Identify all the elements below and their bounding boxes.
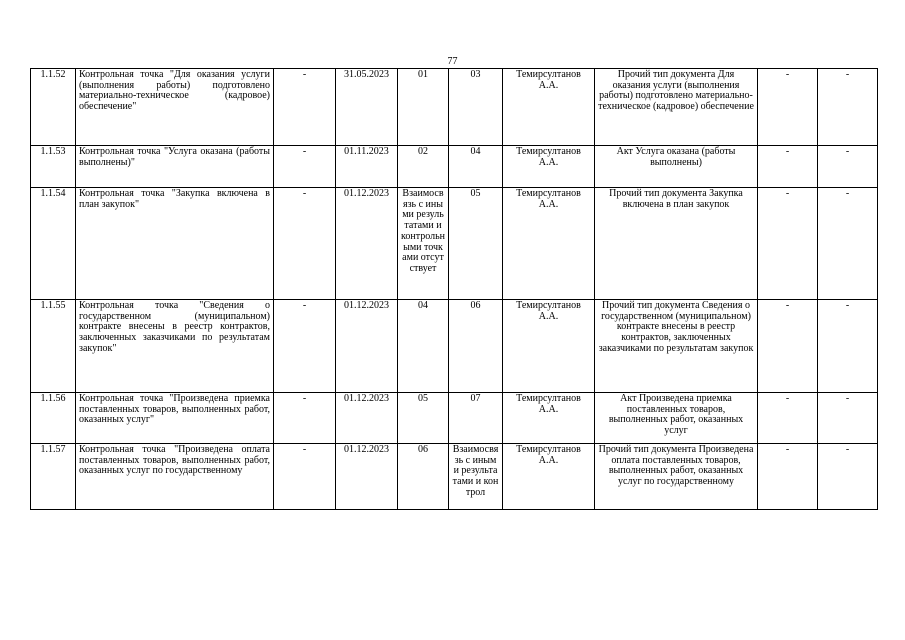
empty-value-cell: - (274, 393, 336, 444)
predecessor-code: 06 (398, 444, 449, 510)
successor-code: 04 (449, 146, 503, 188)
successor-code: 07 (449, 393, 503, 444)
document-type: Прочий тип документа Закупка включена в план закупок (595, 188, 758, 300)
responsible-person: Темирсултанов А.А. (503, 300, 595, 393)
responsible-person: Темирсултанов А.А. (503, 69, 595, 146)
row-number: 1.1.57 (31, 444, 76, 510)
successor-code: 03 (449, 69, 503, 146)
row-number: 1.1.54 (31, 188, 76, 300)
empty-value-cell: - (818, 146, 878, 188)
deadline-date: 01.12.2023 (336, 393, 398, 444)
control-point-name: Контрольная точка "Закупка включена в план закупок" (76, 188, 274, 300)
predecessor-code: 01 (398, 69, 449, 146)
empty-value-cell: - (758, 444, 818, 510)
responsible-person: Темирсултанов А.А. (503, 146, 595, 188)
row-number: 1.1.56 (31, 393, 76, 444)
table-row (31, 69, 878, 146)
row-number: 1.1.53 (31, 146, 76, 188)
document-type: Акт Произведена приемка поставленных товаров, выполненных работ, оказанных услуг (595, 393, 758, 444)
document-type: Прочий тип документа Для оказания услуги (выполнения работы) подготовлено материально-техническое (кадровое) обеспечение (595, 69, 758, 146)
empty-value-cell: - (758, 300, 818, 393)
empty-value-cell: - (274, 300, 336, 393)
predecessor-code: 04 (398, 300, 449, 393)
page-number: 77 (447, 56, 458, 67)
responsible-person: Темирсултанов А.А. (503, 393, 595, 444)
table-row (31, 444, 878, 510)
document-type: Акт Услуга оказана (работы выполнены) (595, 146, 758, 188)
control-point-name: Контрольная точка "Сведения о государственном (муниципальном) контракте внесены в реестр контрактов, заключенных заказчиками по результатам закупок" (76, 300, 274, 393)
deadline-date: 01.12.2023 (336, 300, 398, 393)
empty-value-cell: - (818, 69, 878, 146)
empty-value-cell: - (818, 188, 878, 300)
empty-value-cell: - (274, 146, 336, 188)
deadline-date: 31.05.2023 (336, 69, 398, 146)
control-point-name: Контрольная точка "Произведена оплата поставленных товаров, выполненных работ, оказанных услуг по государственному (76, 444, 274, 510)
table-row (31, 146, 878, 188)
control-points-table (30, 68, 878, 510)
table-row (31, 300, 878, 393)
empty-value-cell: - (274, 444, 336, 510)
deadline-date: 01.12.2023 (336, 444, 398, 510)
row-number: 1.1.55 (31, 300, 76, 393)
empty-value-cell: - (758, 69, 818, 146)
deadline-date: 01.12.2023 (336, 188, 398, 300)
empty-value-cell: - (758, 146, 818, 188)
predecessor-code: Взаимосвязь с иными результатами и контрольными точками отсутствует (398, 188, 449, 300)
predecessor-code: 02 (398, 146, 449, 188)
empty-value-cell: - (758, 188, 818, 300)
empty-value-cell: - (818, 444, 878, 510)
successor-code: 06 (449, 300, 503, 393)
document-type: Прочий тип документа Произведена оплата поставленных товаров, выполненных работ, оказанных услуг по государственному (595, 444, 758, 510)
predecessor-code: 05 (398, 393, 449, 444)
successor-code: 05 (449, 188, 503, 300)
empty-value-cell: - (274, 188, 336, 300)
successor-code: Взаимосвязь с иными результатами и контрол (449, 444, 503, 510)
control-point-name: Контрольная точка "Услуга оказана (работы выполнены)" (76, 146, 274, 188)
empty-value-cell: - (818, 393, 878, 444)
deadline-date: 01.11.2023 (336, 146, 398, 188)
control-point-name: Контрольная точка "Для оказания услуги (выполнения работы) подготовлено материально-техническое (кадровое) обеспечение" (76, 69, 274, 146)
empty-value-cell: - (758, 393, 818, 444)
empty-value-cell: - (274, 69, 336, 146)
table-row (31, 393, 878, 444)
responsible-person: Темирсултанов А.А. (503, 188, 595, 300)
empty-value-cell: - (818, 300, 878, 393)
table-row (31, 188, 878, 300)
responsible-person: Темирсултанов А.А. (503, 444, 595, 510)
document-type: Прочий тип документа Сведения о государственном (муниципальном) контракте внесены в реестр контрактов, заключенных заказчиками по результатам закупок (595, 300, 758, 393)
row-number: 1.1.52 (31, 69, 76, 146)
control-point-name: Контрольная точка "Произведена приемка поставленных товаров, выполненных работ, оказанных услуг" (76, 393, 274, 444)
